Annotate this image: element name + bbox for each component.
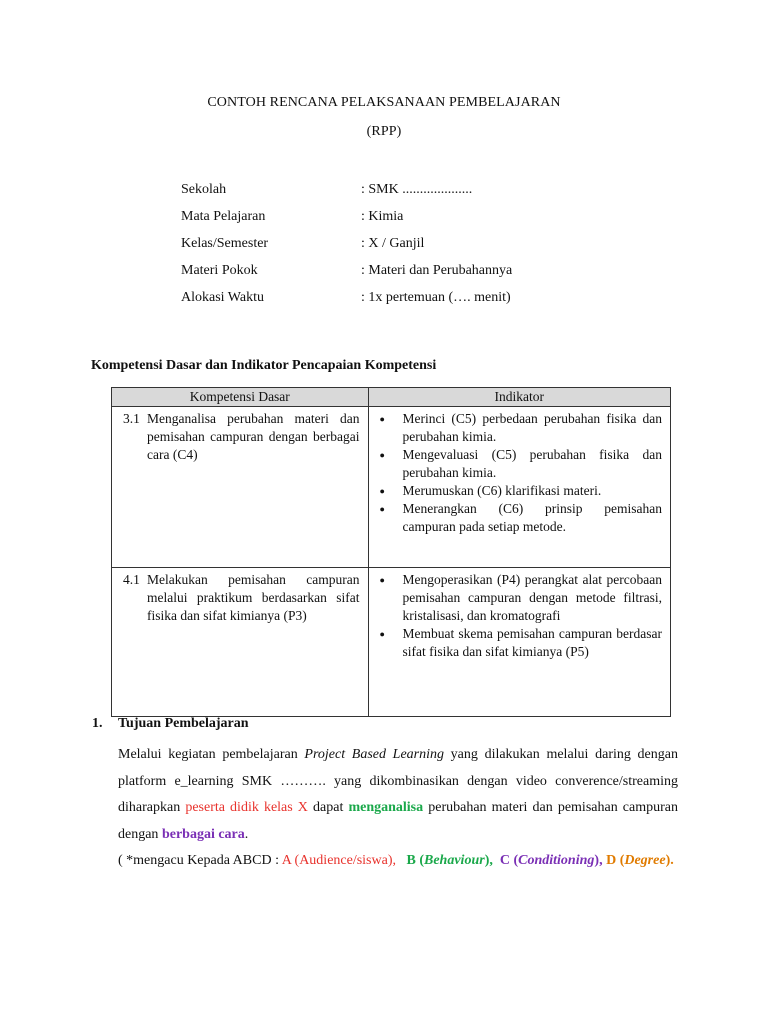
indicator-text: Merinci (C5) perbedaan perubahan fisika dan perubahan kimia. [402, 411, 662, 444]
objective-number: 1. [92, 716, 103, 731]
meta-row-materi-pokok [181, 263, 512, 290]
table-header-row [112, 388, 671, 407]
meta-row-kelas-semester [181, 236, 512, 263]
text-span: . [244, 826, 249, 842]
meta-label: Mata Pelajaran [181, 209, 266, 224]
indicator-list [369, 407, 670, 536]
bullet-icon: ● [379, 629, 385, 639]
bullet-icon: ● [379, 575, 385, 585]
objective-title: Tujuan Pembelajaran [118, 716, 249, 731]
table-row [112, 568, 671, 717]
abcd-d: ). [665, 853, 674, 868]
meta-value: : X / Ganjil [361, 236, 425, 251]
degree-highlight: berbagai cara [161, 826, 245, 842]
kd-cell [112, 568, 369, 717]
kd-cell [112, 407, 369, 568]
abcd-d-term: Degree [624, 853, 666, 868]
indicator-text: Merumuskan (C6) klarifikasi materi. [402, 483, 602, 498]
meta-value: : Kimia [361, 209, 404, 224]
meta-value: : 1x pertemuan (…. menit) [361, 290, 511, 305]
document-subtitle: (RPP) [366, 124, 402, 139]
bullet-icon: ● [379, 414, 385, 424]
kd-text: Melakukan pemisahan campuran melalui praktikum berdasarkan sifat fisika dan sifat kimianya (P3) [147, 572, 360, 623]
indicator-list [369, 568, 670, 661]
abcd-a: A (Audience/siswa), [281, 853, 396, 868]
indicator-cell [368, 407, 670, 568]
abcd-c-term: Conditioning [518, 853, 595, 868]
meta-value: : SMK .................... [361, 182, 473, 197]
indicator-text: Membuat skema pemisahan campuran berdasar sifat fisika dan sifat kimianya (P5) [402, 626, 662, 659]
text-span: dapat [307, 800, 349, 815]
indicator-item [380, 410, 662, 446]
text-span: perubahan materi dan pemisahan campuran dengan [118, 800, 678, 842]
meta-label: Kelas/Semester [181, 236, 269, 251]
column-header-indikator: Indikator [368, 388, 670, 407]
abcd-b-term: Behaviour [424, 853, 485, 868]
text-span: yang dilakukan melalui daring dengan platform e_learning SMK ………. yang dikombinasikan dengan video converence/streaming diharapkan [118, 747, 678, 815]
indicator-item [380, 446, 662, 482]
section-heading: Kompetensi Dasar dan Indikator Pencapaian Kompetensi [91, 358, 437, 373]
abcd-note [118, 848, 678, 875]
abcd-c: C ( [499, 853, 519, 868]
meta-row-alokasi-waktu [181, 290, 512, 317]
meta-label: Sekolah [181, 182, 227, 197]
meta-row-sekolah [181, 182, 512, 209]
identity-block [181, 182, 512, 317]
indicator-text: Menerangkan (C6) prinsip pemisahan campuran pada setiap metode. [402, 501, 662, 534]
bullet-icon: ● [379, 504, 385, 514]
indicator-text: Mengevaluasi (C5) perubahan fisika dan perubahan kimia. [402, 447, 662, 480]
indicator-item [380, 500, 662, 536]
behaviour-highlight: menganalisa [348, 800, 424, 815]
objective-body [118, 742, 678, 875]
table-row [112, 407, 671, 568]
abcd-c: ), [594, 853, 603, 868]
abcd-b: ), [484, 853, 493, 868]
objective-paragraph [118, 742, 678, 848]
document-title: CONTOH RENCANA PELAKSANAAN PEMBELAJARAN [207, 95, 561, 110]
text-span: ( *mengacu Kepada ABCD : [118, 853, 282, 868]
pbl-term: Project Based Learning [304, 747, 444, 762]
meta-label: Materi Pokok [181, 263, 258, 278]
objective-heading [92, 716, 249, 732]
kd-number: 4.1 [123, 572, 140, 587]
bullet-icon: ● [379, 486, 385, 496]
kd-text: Menganalisa perubahan materi dan pemisahan campuran dengan berbagai cara (C4) [147, 411, 360, 462]
meta-row-mata-pelajaran [181, 209, 512, 236]
indicator-text: Mengoperasikan (P4) perangkat alat percobaan pemisahan campuran dengan metode filtrasi, kristalisasi, dan kromatografi [402, 572, 662, 623]
abcd-d: D ( [606, 853, 625, 868]
indicator-item [380, 482, 662, 500]
abcd-b: B ( [406, 853, 424, 868]
competency-table [111, 387, 671, 717]
indicator-item [380, 625, 662, 661]
meta-value: : Materi dan Perubahannya [361, 263, 513, 278]
kd-number: 3.1 [123, 411, 140, 426]
indicator-item [380, 571, 662, 625]
indicator-cell [368, 568, 670, 717]
text-span: Melalui kegiatan pembelajaran [118, 747, 305, 762]
audience-highlight: peserta didik kelas X [185, 800, 308, 815]
bullet-icon: ● [379, 450, 385, 460]
meta-label: Alokasi Waktu [181, 290, 264, 305]
column-header-kompetensi: Kompetensi Dasar [112, 388, 369, 407]
